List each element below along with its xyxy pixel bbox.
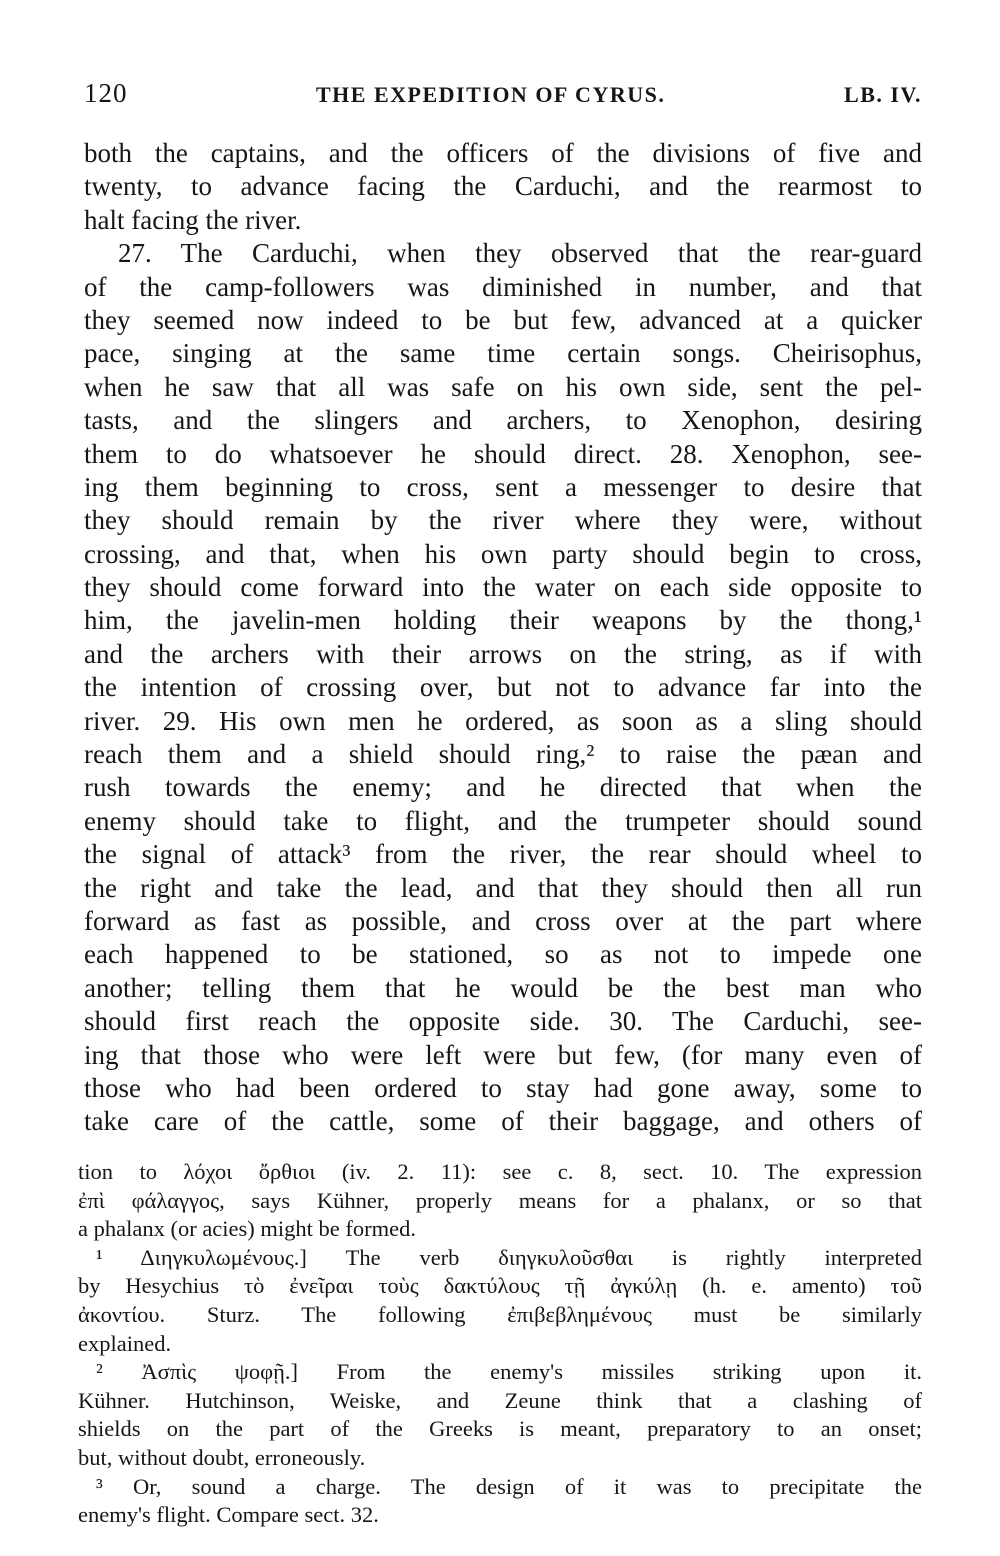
- body-line: 27. The Carduchi, when they observed that the rear-guard: [118, 238, 922, 269]
- footnote-line: ³ Or, sound a charge. The design of it was to precipitate the: [96, 1473, 922, 1499]
- body-line: enemy should take to flight, and the trumpeter should sound: [84, 805, 922, 836]
- footnote-line: ἐπὶ φάλαγγος, says Kühner, properly means for a phalanx, or so that: [78, 1187, 922, 1213]
- body-line: should first reach the opposite side. 30. The Carduchi, see-: [84, 1006, 922, 1037]
- body-line: tasts, and the slingers and archers, to Xenophon, desiring: [84, 405, 922, 436]
- body-line: river. 29. His own men he ordered, as soon as a sling should: [84, 705, 922, 736]
- body-line: them to do whatsoever he should direct. 28. Xenophon, see-: [84, 438, 922, 469]
- body-line: they should remain by the river where they were, without: [84, 505, 922, 536]
- footnote-line: tion to λόχοι ὄρθιοι (iv. 2. 11): see c. 8, sect. 10. The expression: [78, 1159, 922, 1184]
- footnote-line: but, without doubt, erroneously.: [78, 1444, 366, 1470]
- body-line: the intention of crossing over, but not to advance far into the: [84, 672, 922, 703]
- footnote-line: ¹ Διηγκυλωμένους.] The verb διηγκυλοῦσθαι is rightly interpreted: [96, 1244, 922, 1270]
- running-title: THE EXPEDITION OF CYRUS.: [316, 82, 666, 107]
- body-line: him, the javelin-men holding their weapons by the thong,¹: [84, 605, 922, 636]
- footnote-line: ἀκοντίου. Sturz. The following ἐπιβεβλημένους must be similarly: [78, 1301, 922, 1327]
- footnote-line: ² Ἀσπὶς ψοφῇ.] From the enemy's missiles striking upon it.: [96, 1359, 922, 1385]
- footnote-line: by Hesychius τὸ ἐνεῖραι τοὺς δακτύλους τῇ ἀγκύλῃ (h. e. amento) τοῦ: [78, 1273, 922, 1299]
- footnote-line: explained.: [78, 1330, 172, 1356]
- body-line: they seemed now indeed to be but few, advanced at a quicker: [84, 304, 922, 335]
- footnote-line: a phalanx (or acies) might be formed.: [78, 1216, 416, 1242]
- book-indicator: LB. IV.: [844, 82, 922, 107]
- body-line: another; telling them that he would be the best man who: [84, 972, 922, 1003]
- body-line: reach them and a shield should ring,² to raise the pæan and: [84, 739, 922, 770]
- body-line: of the camp-followers was diminished in number, and that: [84, 271, 922, 302]
- body-line: halt facing the river.: [84, 204, 302, 235]
- body-line: pace, singing at the same time certain songs. Cheirisophus,: [84, 338, 922, 369]
- body-line: both the captains, and the officers of the divisions of five and: [84, 138, 922, 168]
- footnote-line: Kühner. Hutchinson, Weiske, and Zeune think that a clashing of: [78, 1387, 922, 1413]
- body-line: take care of the cattle, some of their baggage, and others of: [84, 1106, 922, 1137]
- body-line: ing that those who were left were but few, (for many even of: [84, 1039, 922, 1070]
- running-head: [84, 78, 922, 118]
- body-line: they should come forward into the water on each side opposite to: [84, 572, 922, 603]
- body-line: those who had been ordered to stay had gone away, some to: [84, 1072, 922, 1103]
- body-line: twenty, to advance facing the Carduchi, and the rearmost to: [84, 171, 922, 202]
- body-line: the right and take the lead, and that they should then all run: [84, 872, 922, 903]
- body-line: each happened to be stationed, so as not to impede one: [84, 939, 922, 970]
- body-line: and the archers with their arrows on the string, as if with: [84, 638, 922, 669]
- page-number: 120: [84, 78, 128, 108]
- body-line: rush towards the enemy; and he directed that when the: [84, 772, 922, 803]
- body-line: the signal of attack³ from the river, the rear should wheel to: [84, 839, 922, 870]
- footnote-line: shields on the part of the Greeks is meant, preparatory to an onset;: [78, 1416, 922, 1442]
- body-line: ing them beginning to cross, sent a messenger to desire that: [84, 471, 922, 502]
- footnotes: [78, 1158, 922, 1530]
- body-text: [84, 137, 922, 1139]
- body-line: when he saw that all was safe on his own side, sent the pel-: [84, 371, 922, 402]
- footnote-line: enemy's flight. Compare sect. 32.: [78, 1502, 379, 1528]
- body-line: forward as fast as possible, and cross over at the part where: [84, 905, 922, 936]
- body-line: crossing, and that, when his own party should begin to cross,: [84, 538, 922, 569]
